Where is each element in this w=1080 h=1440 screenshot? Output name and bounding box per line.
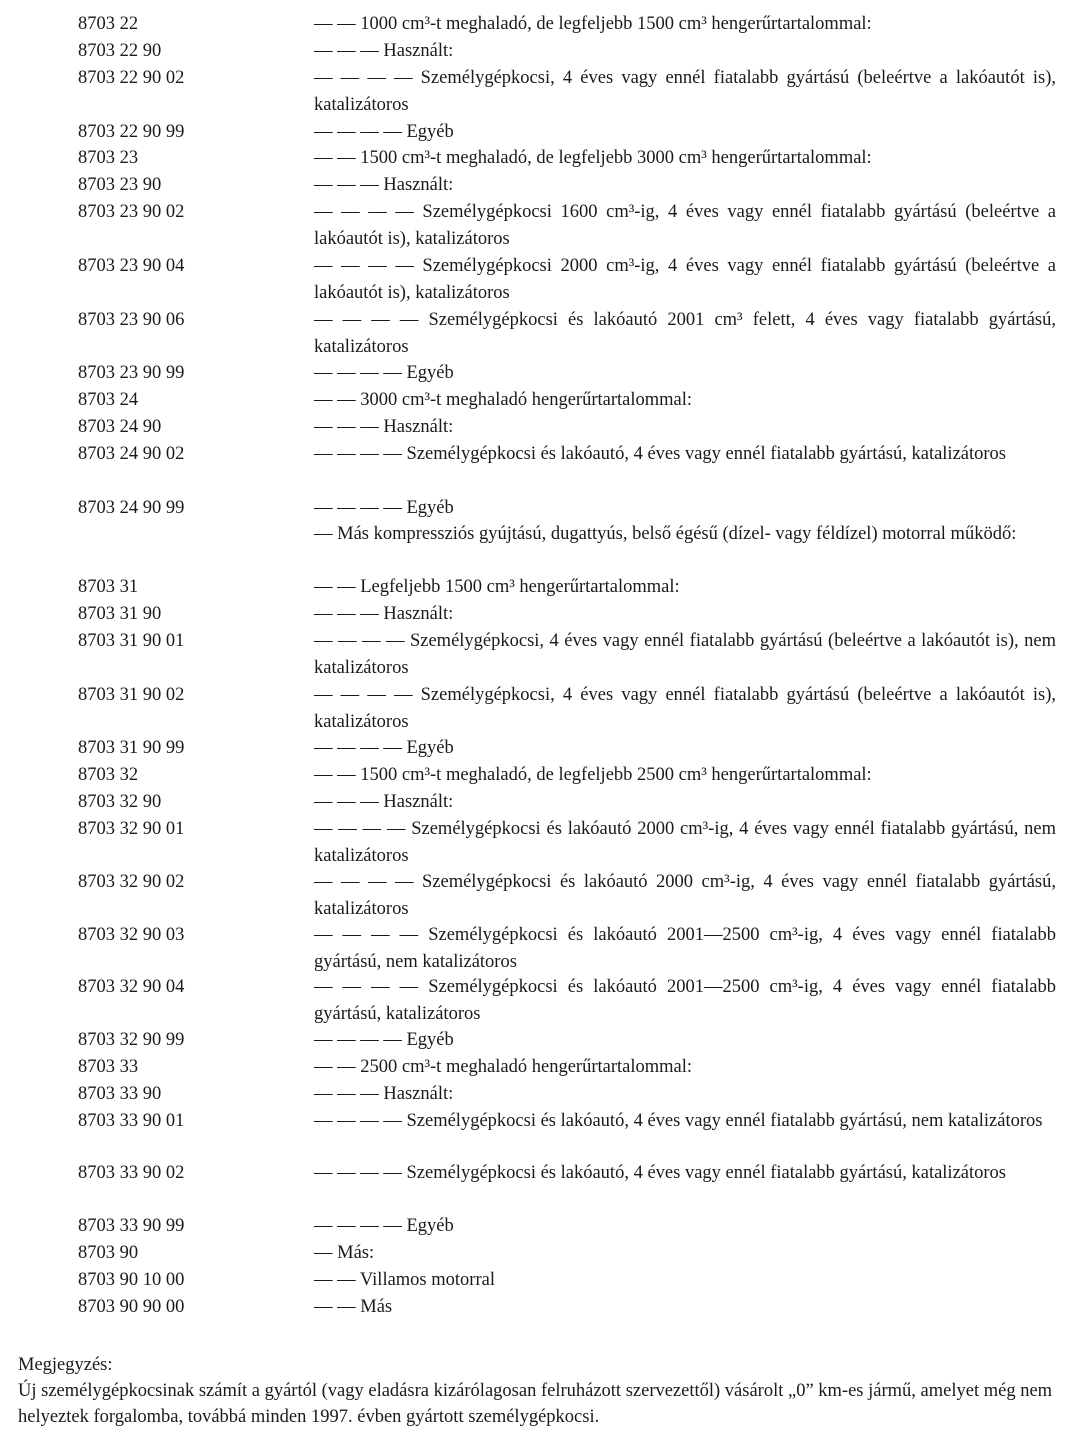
tariff-code: 8703 23 90 99 [78, 363, 185, 383]
tariff-code: 8703 22 [78, 14, 139, 34]
tariff-description: — — — — Személygépkocsi és lakóautó, 4 éves vagy ennél fiatalabb gyártású, nem katalizátoros [314, 1111, 1043, 1131]
tariff-code: 8703 23 90 [78, 175, 162, 195]
tariff-description: — — — — Egyéb [314, 122, 454, 142]
note-heading: Megjegyzés: [18, 1355, 113, 1375]
tariff-code: 8703 24 [78, 390, 139, 410]
note-section [18, 1352, 1058, 1430]
tariff-description: — — — Használt: [314, 175, 454, 195]
tariff-code: 8703 32 [78, 765, 139, 785]
tariff-code: 8703 32 90 03 [78, 925, 185, 945]
tariff-description: — — — — Személygépkocsi, 4 éves vagy ennél fiatalabb gyártású (beleértve a lakóautót is), katalizátoros [314, 685, 1056, 732]
tariff-description: — — — — Egyéb [314, 498, 454, 518]
tariff-description: — — — Használt: [314, 792, 454, 812]
tariff-code: 8703 90 90 00 [78, 1297, 185, 1317]
tariff-description: — — — Használt: [314, 41, 454, 61]
tariff-description: — — Más [314, 1297, 393, 1317]
tariff-description: — — — — Személygépkocsi, 4 éves vagy ennél fiatalabb gyártású (beleértve a lakóautót is), katalizátoros [314, 68, 1056, 115]
tariff-description: — — — — Személygépkocsi és lakóautó 2001—2500 cm³-ig, 4 éves vagy ennél fiatalabb gyártású, nem katalizátoros [314, 925, 1056, 972]
tariff-code: 8703 22 90 [78, 41, 162, 61]
tariff-code: 8703 32 90 [78, 792, 162, 812]
tariff-description: — — — — Személygépkocsi és lakóautó, 4 éves vagy ennél fiatalabb gyártású, katalizátoros [314, 1163, 1006, 1183]
note-body: Új személygépkocsinak számít a gyártól (vagy eladásra kizárólagosan felruházott szervezettől) vásárolt „0” km-es jármű, amelyet még nem helyeztek forgalomba, továbbá minden 1997. évben gyártott személygépkocsi. [18, 1381, 1053, 1427]
tariff-code: 8703 22 90 02 [78, 68, 185, 88]
tariff-description: — — 3000 cm³-t meghaladó hengerűrtartalommal: [314, 390, 693, 410]
tariff-code: 8703 32 90 02 [78, 872, 185, 892]
tariff-code: 8703 24 90 [78, 417, 162, 437]
tariff-description: — Más: [314, 1243, 375, 1263]
tariff-description: — — — — Személygépkocsi, 4 éves vagy ennél fiatalabb gyártású (beleértve a lakóautót is), nem katalizátoros [314, 631, 1056, 678]
tariff-code: 8703 33 90 01 [78, 1111, 185, 1131]
tariff-description: — — Villamos motorral [314, 1270, 495, 1290]
tariff-code: 8703 23 90 04 [78, 256, 185, 276]
tariff-description: — — 1500 cm³-t meghaladó, de legfeljebb 3000 cm³ hengerűrtartalommal: [314, 148, 872, 168]
tariff-description: — — — — Személygépkocsi és lakóautó 2000 cm³-ig, 4 éves vagy ennél fiatalabb gyártású, nem katalizátoros [314, 819, 1056, 866]
tariff-code: 8703 90 10 00 [78, 1270, 185, 1290]
tariff-code: 8703 23 [78, 148, 139, 168]
tariff-code: 8703 33 90 99 [78, 1216, 185, 1236]
tariff-code: 8703 31 [78, 577, 139, 597]
tariff-description: — — Legfeljebb 1500 cm³ hengerűrtartalommal: [314, 577, 680, 597]
tariff-code: 8703 32 90 99 [78, 1030, 185, 1050]
tariff-code: 8703 31 90 01 [78, 631, 185, 651]
tariff-description: — — — — Személygépkocsi és lakóautó 2001 cm³ felett, 4 éves vagy fiatalabb gyártású, katalizátoros [314, 310, 1056, 357]
tariff-code: 8703 31 90 [78, 604, 162, 624]
tariff-code: 8703 31 90 02 [78, 685, 185, 705]
tariff-description: — — — — Egyéb [314, 1216, 454, 1236]
tariff-code: 8703 24 90 02 [78, 444, 185, 464]
tariff-code: 8703 32 90 04 [78, 977, 185, 997]
tariff-description: — — — — Egyéb [314, 1030, 454, 1050]
tariff-description: — Más kompressziós gyújtású, dugattyús, belső égésű (dízel- vagy féldízel) motorral működő: [314, 524, 1017, 544]
tariff-code: 8703 33 90 [78, 1084, 162, 1104]
tariff-description: — — — — Személygépkocsi és lakóautó 2000 cm³-ig, 4 éves vagy ennél fiatalabb gyártású, katalizátoros [314, 872, 1056, 919]
tariff-description: — — — Használt: [314, 1084, 454, 1104]
tariff-description: — — — — Személygépkocsi és lakóautó, 4 éves vagy ennél fiatalabb gyártású, katalizátoros [314, 444, 1006, 464]
tariff-description: — — — — Személygépkocsi 1600 cm³-ig, 4 éves vagy ennél fiatalabb gyártású (beleértve a lakóautót is), katalizátoros [314, 202, 1056, 249]
tariff-description: — — 1000 cm³-t meghaladó, de legfeljebb 1500 cm³ hengerűrtartalommal: [314, 14, 872, 34]
tariff-code: 8703 33 90 02 [78, 1163, 185, 1183]
tariff-description: — — — Használt: [314, 417, 454, 437]
tariff-description: — — 1500 cm³-t meghaladó, de legfeljebb 2500 cm³ hengerűrtartalommal: [314, 765, 872, 785]
tariff-description: — — — Használt: [314, 604, 454, 624]
tariff-code: 8703 23 90 02 [78, 202, 185, 222]
tariff-code: 8703 23 90 06 [78, 310, 185, 330]
tariff-description: — — — — Személygépkocsi és lakóautó 2001—2500 cm³-ig, 4 éves vagy ennél fiatalabb gyártású, katalizátoros [314, 977, 1056, 1024]
tariff-code: 8703 90 [78, 1243, 139, 1263]
tariff-code: 8703 32 90 01 [78, 819, 185, 839]
tariff-code: 8703 24 90 99 [78, 498, 185, 518]
tariff-code: 8703 31 90 99 [78, 738, 185, 758]
tariff-description: — — — — Személygépkocsi 2000 cm³-ig, 4 éves vagy ennél fiatalabb gyártású (beleértve a lakóautót is), katalizátoros [314, 256, 1056, 303]
tariff-description: — — — — Egyéb [314, 363, 454, 383]
tariff-description: — — 2500 cm³-t meghaladó hengerűrtartalommal: [314, 1057, 693, 1077]
tariff-description: — — — — Egyéb [314, 738, 454, 758]
tariff-code: 8703 22 90 99 [78, 122, 185, 142]
tariff-code: 8703 33 [78, 1057, 139, 1077]
